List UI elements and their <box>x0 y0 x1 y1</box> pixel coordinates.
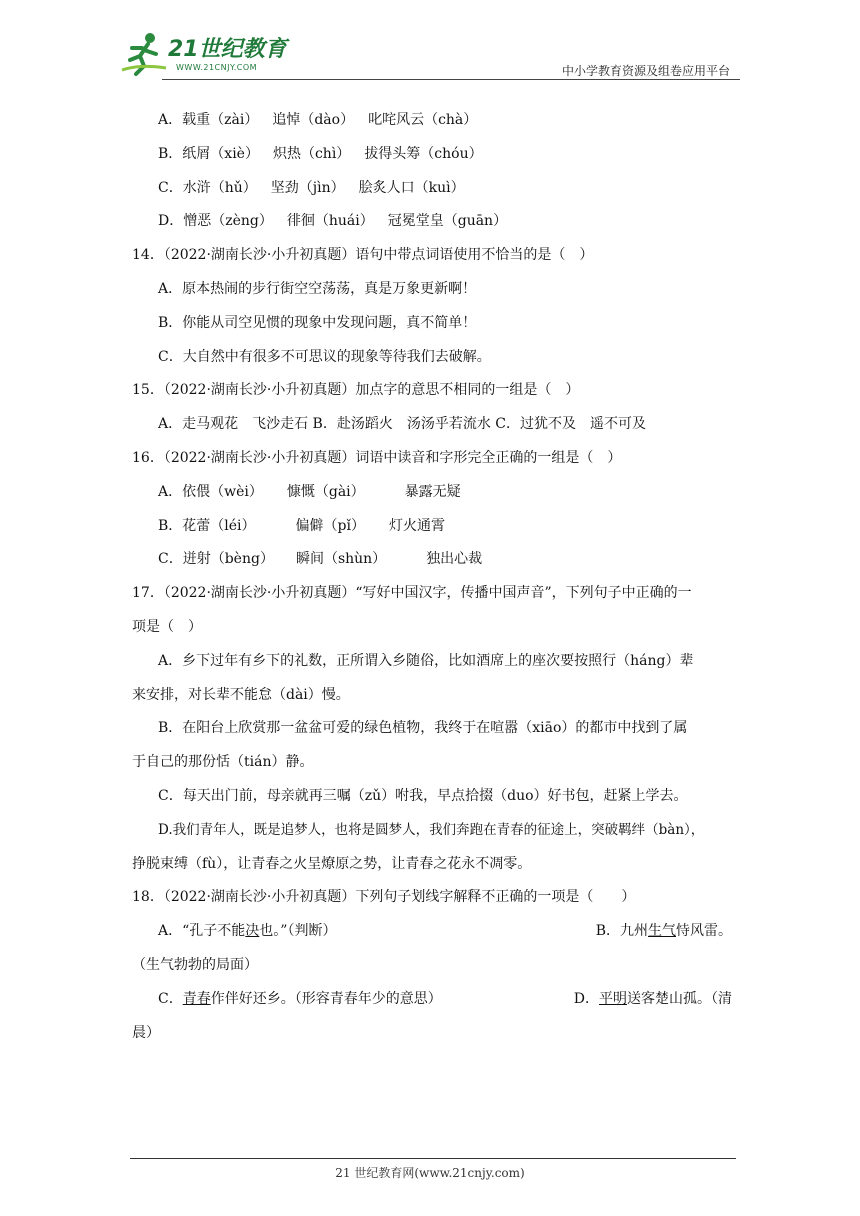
logo-subtext: WWW.21CNJY.COM <box>176 63 258 72</box>
q15-stem: 15．（2022·湖南长沙·小升初真题）加点字的意思不相同的一组是（ ） <box>132 382 580 399</box>
q17-option-a-line2: 来安排，对长辈不能怠（dài）慢。 <box>132 686 350 703</box>
q17-option-d-line1: D.我们青年人，既是追梦人，也将是圆梦人，我们奔跑在青春的征途上，突破羁绊（bàn）， <box>158 821 705 838</box>
q18-option-b: B．九州生气恃风雷。 <box>595 923 732 940</box>
q16-stem: 16．（2022·湖南长沙·小升初真题）词语中读音和字形完全正确的一组是（ ） <box>132 449 622 466</box>
q16-option-c: C．迸射（bèng） 瞬间（shùn） 独出心裁 <box>158 551 483 568</box>
q17-option-b-line1: B．在阳台上欣赏那一盆盆可爱的绿色植物，我终于在喧嚣（xiāo）的都市中找到了属 <box>158 720 688 737</box>
question-content <box>132 104 732 1050</box>
footer-divider <box>130 1158 736 1159</box>
q18-row1 <box>132 915 732 949</box>
q14-option-a: A．原本热闹的步行街空空荡荡，真是万象更新啊！ <box>158 280 477 297</box>
q14-option-c: C．大自然中有很多不可思议的现象等待我们去破解。 <box>158 348 491 365</box>
q18-option-a: A．“孔子不能决也。”（判断） <box>158 923 337 940</box>
q18-option-d-cont: 晨） <box>132 1024 160 1041</box>
q17-option-d-line2: 挣脱束缚（fù），让青春之火呈燎原之势，让青春之花永不凋零。 <box>132 855 532 872</box>
header-platform-title: 中小学教育资源及组卷应用平台 <box>561 64 730 78</box>
q13-option-c: C．水浒（hǔ） 坚劲（jìn） 脍炙人口（kuì） <box>158 179 465 196</box>
site-logo <box>120 30 290 78</box>
q14-stem: 14．（2022·湖南长沙·小升初真题）语句中带点词语使用不恰当的是（ ） <box>132 247 594 264</box>
runner-icon <box>120 30 168 76</box>
q18-row2 <box>132 983 732 1017</box>
q17-option-b-line2: 于自己的那份恬（tián）静。 <box>132 754 314 771</box>
q18-option-c: C．青春作伴好还乡。（形容青春年少的意思） <box>158 990 442 1007</box>
q17-option-c-line1: C．每天出门前，母亲就再三嘱（zǔ）咐我，早点拾掇（duo）好书包，赶紧上学去。 <box>158 787 688 804</box>
q14-option-b: B．你能从司空见惯的现象中发现问题，真不简单！ <box>158 314 477 331</box>
q13-option-b: B．纸屑（xiè） 炽热（chì） 拔得头筹（chóu） <box>158 145 483 162</box>
page-footer: 21 世纪教育网(www.21cnjy.com) <box>335 1166 525 1180</box>
logo-text: 21世纪教育 <box>168 37 287 62</box>
q18-stem: 18．（2022·湖南长沙·小升初真题）下列句子划线字解释不正确的一项是（ ） <box>132 889 636 906</box>
q16-option-a: A．依偎（wèi） 慷慨（gài） 暴露无疑 <box>158 483 461 500</box>
q17-stem-line2: 项是（ ） <box>132 618 202 635</box>
q13-option-a: A．载重（zài） 追悼（dào） 叱咤风云（chà） <box>158 112 478 128</box>
q18-option-b-cont: （生气勃勃的局面） <box>132 956 258 973</box>
q18-option-d: D．平明送客楚山孤。（清 <box>573 990 732 1007</box>
q17-stem-line1: 17．（2022·湖南长沙·小升初真题）“写好中国汉字，传播中国声音”，下列句子中正确的一 <box>132 585 692 602</box>
q16-option-b: B．花蕾（léi） 偏僻（pǐ） 灯火通霄 <box>158 517 445 534</box>
q17-option-a-line1: A．乡下过年有乡下的礼数，正所谓入乡随俗，比如酒席上的座次要按照行（háng）辈 <box>158 652 694 669</box>
q13-option-d: D．憎恶（zèng） 徘徊（huái） 冠冕堂皇（guān） <box>158 213 508 230</box>
header-divider <box>162 79 740 80</box>
page-header <box>120 30 740 80</box>
q15-options: A．走马观花 飞沙走石 B．赴汤蹈火 汤汤乎若流水 C．过犹不及 遥不可及 <box>158 416 647 433</box>
